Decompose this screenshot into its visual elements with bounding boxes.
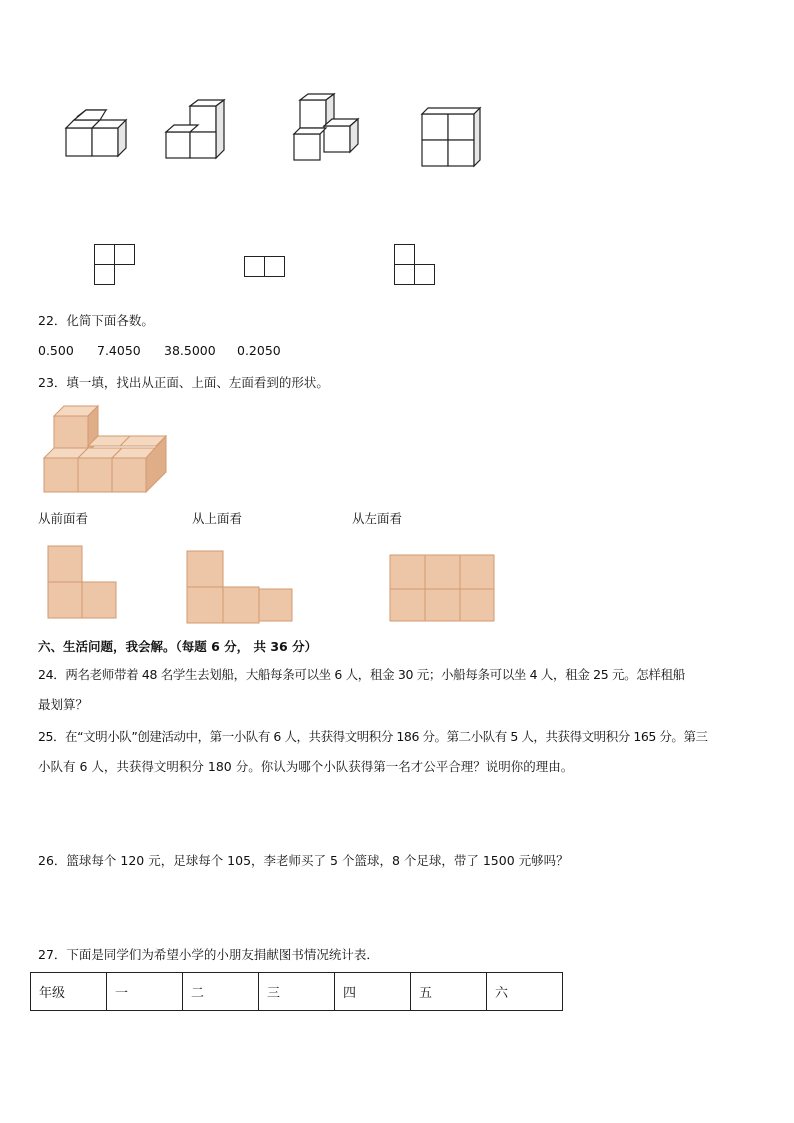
view-shape-3	[394, 244, 438, 288]
q22-number-4: 0.2050	[237, 343, 281, 358]
view-label-top: 从上面看	[192, 511, 243, 526]
table-cell-4: 四	[335, 973, 411, 1011]
cube-figure-4	[418, 104, 488, 170]
top-view-shape	[186, 550, 296, 626]
question-26: 26．篮球每个 120 元，足球每个 105，李老师买了 5 个篮球，8 个足球，带了 1500 元够吗？	[38, 853, 569, 868]
view-shape-2	[244, 256, 288, 280]
q22-number-3: 38.5000	[164, 343, 216, 358]
question-24-line-2: 最划算？	[38, 697, 89, 712]
view-shape-1	[94, 244, 138, 288]
table-cell-2: 二	[183, 973, 259, 1011]
table-row	[31, 973, 563, 1011]
wood-cube-figure	[42, 402, 172, 496]
table-cell-5: 五	[411, 973, 487, 1011]
question-25-line-2: 小队有 6 人，共获得文明积分 180 分。你认为哪个小队获得第一名才公平合理？说明你的理由。	[38, 759, 574, 774]
table-cell-6: 六	[487, 973, 563, 1011]
section-heading: 六、生活问题，我会解。（每题 6 分， 共 36 分）	[38, 639, 318, 654]
q22-number-1: 0.500	[38, 343, 74, 358]
left-view-shape	[389, 554, 497, 624]
question-25-line-1: 25．在“文明小队”创建活动中，第一小队有 6 人，共获得文明积分 186 分。第二小队有 5 人，共获得文明积分 165 分。第三	[38, 729, 708, 744]
q22-number-2: 7.4050	[97, 343, 141, 358]
donation-table	[30, 972, 563, 1011]
cube-figure-3	[290, 92, 364, 164]
table-cell-1: 一	[107, 973, 183, 1011]
cube-figure-1	[60, 108, 130, 160]
table-cell-grade: 年级	[31, 973, 107, 1011]
view-label-front: 从前面看	[38, 511, 89, 526]
cube-figure-2	[162, 98, 232, 164]
question-22: 22．化简下面各数。	[38, 313, 154, 328]
question-23: 23．填一填，找出从正面、上面、左面看到的形状。	[38, 375, 329, 390]
question-27: 27．下面是同学们为希望小学的小朋友捐献图书情况统计表．	[38, 947, 379, 962]
table-cell-3: 三	[259, 973, 335, 1011]
view-label-left: 从左面看	[352, 511, 403, 526]
question-24-line-1: 24．两名老师带着 48 名学生去划船，大船每条可以坐 6 人，租金 30 元；小船每条可以坐 4 人，租金 25 元。怎样租船	[38, 667, 685, 682]
front-view-shape	[46, 544, 120, 624]
